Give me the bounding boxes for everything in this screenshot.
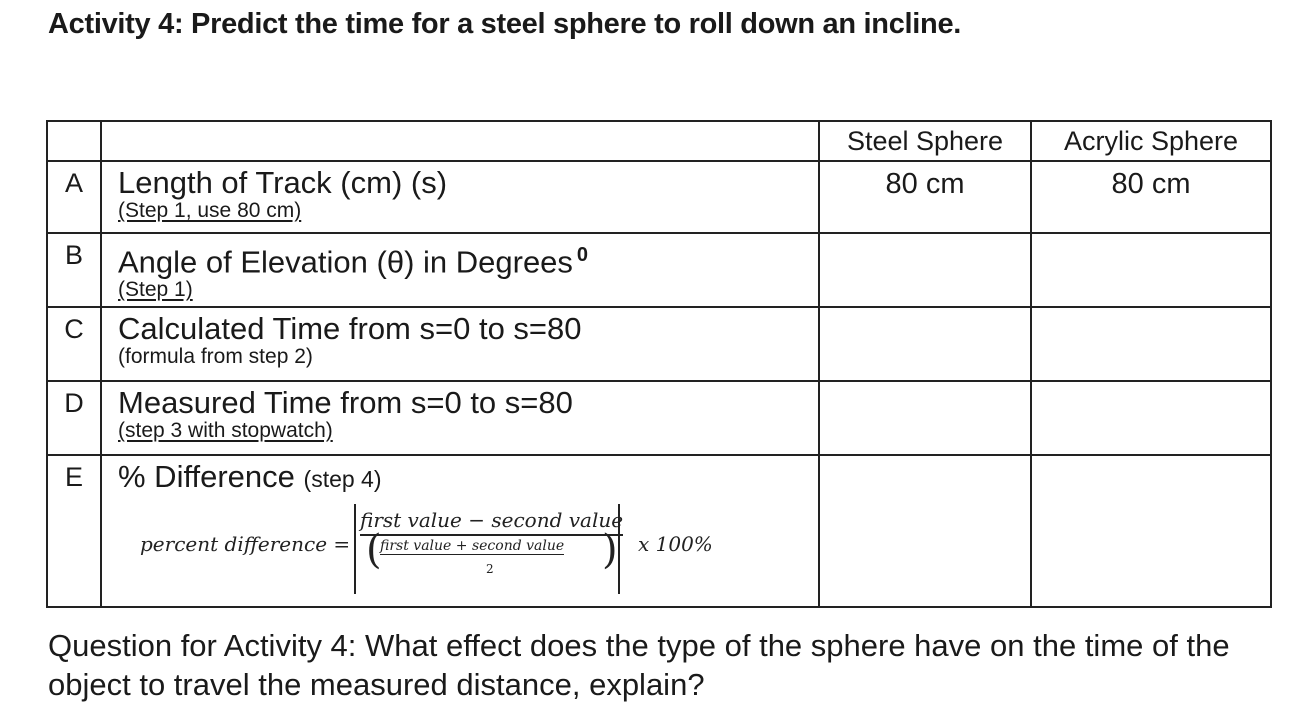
abs-bar-right [618, 504, 620, 594]
row-sublabel: (step 3 with stopwatch) [118, 419, 333, 442]
row-label: Angle of Elevation (θ) in Degrees [118, 244, 573, 280]
row-description [101, 161, 819, 233]
table-row-d [47, 381, 1271, 455]
table-row-e [47, 455, 1271, 607]
formula-lhs: percent difference = [140, 532, 351, 556]
abs-bar-left [354, 504, 356, 594]
row-label: Measured Time from s=0 to s=80 [118, 385, 573, 420]
paren-left: ( [366, 527, 382, 573]
activity-question: Question for Activity 4: What effect does the type of the sphere have on the time of the object to travel the measured distance, explain? [48, 628, 1230, 702]
table-header-row [47, 121, 1271, 161]
acrylic-angle-cell[interactable] [1031, 233, 1271, 307]
row-label: Length of Track (cm) (s) [118, 165, 448, 200]
percent-difference-formula [102, 504, 818, 604]
header-blank-letter [47, 121, 101, 161]
acrylic-measured-time-cell[interactable] [1031, 381, 1271, 455]
row-letter: C [47, 307, 101, 381]
table-row-a [47, 161, 1271, 233]
row-description [101, 455, 819, 607]
row-description [101, 381, 819, 455]
row-label: Calculated Time from s=0 to s=80 [118, 311, 582, 346]
row-label-wrap [102, 234, 818, 279]
acrylic-percent-difference-cell[interactable] [1031, 455, 1271, 607]
header-acrylic-sphere: Acrylic Sphere [1031, 121, 1271, 161]
table-row-c [47, 307, 1271, 381]
acrylic-length-cell[interactable]: 80 cm [1031, 161, 1271, 233]
row-letter: D [47, 381, 101, 455]
row-letter: B [47, 233, 101, 307]
header-blank-desc [101, 121, 819, 161]
formula-denominator: first value + second value [380, 538, 565, 554]
row-sublabel: (Step 1, use 80 cm) [118, 199, 302, 222]
steel-percent-difference-cell[interactable] [819, 455, 1031, 607]
row-description [101, 233, 819, 307]
steel-measured-time-cell[interactable] [819, 381, 1031, 455]
row-description [101, 307, 819, 381]
degree-symbol: 0 [576, 244, 589, 266]
activity-title: Activity 4: Predict the time for a steel sphere to roll down an incline. [48, 8, 962, 40]
row-letter: A [47, 161, 101, 233]
formula-divisor: 2 [486, 562, 494, 576]
row-sublabel: (formula from step 2) [118, 345, 313, 368]
paren-right: ) [602, 527, 618, 573]
row-label-wrap [102, 456, 818, 496]
data-table [46, 120, 1272, 608]
header-steel-sphere: Steel Sphere [819, 121, 1031, 161]
steel-length-cell[interactable]: 80 cm [819, 161, 1031, 233]
steel-angle-cell[interactable] [819, 233, 1031, 307]
row-sublabel-inline: (step 4) [303, 466, 382, 492]
steel-calculated-time-cell[interactable] [819, 307, 1031, 381]
row-label: % Difference [118, 459, 295, 494]
acrylic-calculated-time-cell[interactable] [1031, 307, 1271, 381]
formula-multiplier: x 100% [638, 532, 713, 556]
row-letter: E [47, 455, 101, 607]
formula-numerator: first value − second value [360, 508, 623, 536]
table-row-b [47, 233, 1271, 307]
row-sublabel: (Step 1) [118, 278, 193, 302]
